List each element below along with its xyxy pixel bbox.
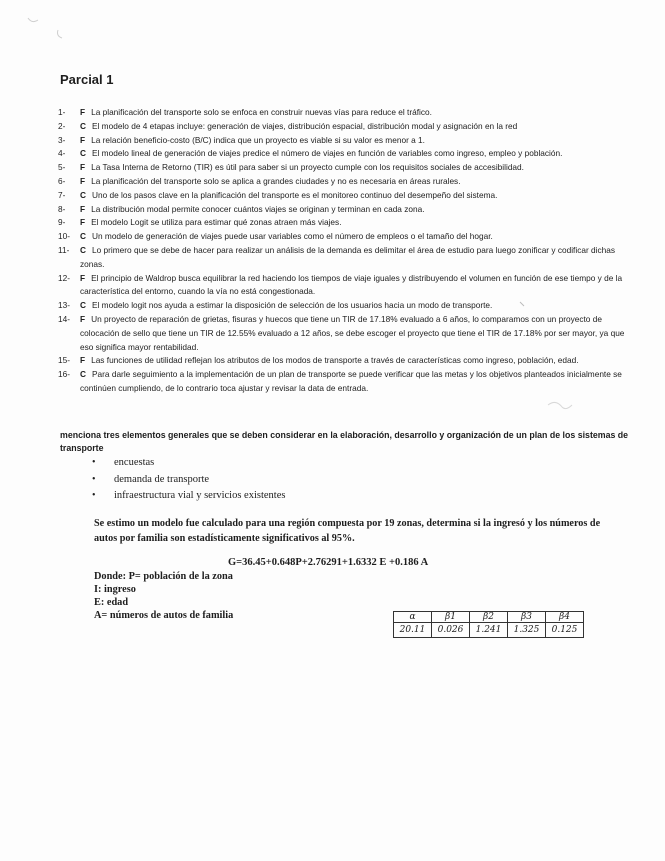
table-cell: 0.026 [432, 623, 470, 638]
item-text: Uno de los pasos clave en la planificación del transporte es el monitoreo continuo del desempeño del sistema. [92, 189, 498, 200]
item-answer: F [80, 355, 86, 366]
bullet-text: infraestructura vial y servicios existentes [114, 490, 286, 501]
item-answer: F [80, 134, 86, 145]
bullet-icon: • [92, 457, 96, 468]
item-number: 11- [58, 244, 70, 255]
table-header-cell: β4 [546, 612, 584, 623]
bullet-icon: • [92, 490, 96, 501]
table-cell: 1.325 [508, 623, 546, 638]
item-number: 6- [58, 175, 66, 186]
item-text: Un modelo de generación de viajes puede usar variables como el número de empleos o el tamaño del hogar. [92, 231, 493, 242]
table-cell: 1.241 [470, 623, 508, 638]
item-number: 7- [58, 189, 66, 200]
item-answer: F [80, 107, 86, 117]
table-header-cell: β1 [432, 612, 470, 623]
item-text: El modelo Logit se utiliza para estimar qué zonas atraen más viajes. [91, 217, 342, 228]
item-answer: C [80, 189, 86, 200]
regression-equation: G=36.45+0.648P+2.76291+1.6332 E +0.186 A [228, 557, 429, 568]
item-number: 9- [58, 217, 66, 228]
item-number: 14- [58, 313, 70, 324]
item-text: La Tasa Interna de Retorno (TIR) es útil para saber si un proyecto cumple con los requisitos sociales de accesibilidad. [91, 162, 524, 173]
item-answer: C [80, 231, 86, 242]
item-text: El modelo logit nos ayuda a estimar la disposición de selección de los usuarios hacia un modo de transporte. [92, 300, 493, 311]
item-number: 12- [58, 272, 70, 283]
table-cell: 0.125 [546, 623, 584, 638]
variable-line: A= números de autos de familia [94, 610, 234, 621]
item-number: 3- [58, 134, 66, 145]
item-text: El principio de Waldrop busca equilibrar la red haciendo los tiempos de viaje iguales y distribuyendo el volumen en función de ese tiempo y de la característica del entorno, cuando la vía no está congestionada. [80, 272, 623, 297]
item-number: 16- [58, 369, 70, 380]
table-cell: 20.11 [394, 623, 432, 638]
variable-line: I: ingreso [94, 584, 136, 595]
item-number: 4- [58, 148, 66, 159]
question-2: menciona tres elementos generales que se deben considerar en la elaboración, desarrollo y organización de un plan de los sistemas de transporte [60, 430, 629, 453]
question-3: Se estimo un modelo fue calculado para una región compuesta por 19 zonas, determina si la ingresó y los números de autos por familia son estadísticamente significativos al 95%. [94, 518, 601, 544]
item-number: 2- [58, 120, 66, 131]
item-text: La distribución modal permite conocer cuántos viajes se originan y terminan en cada zona. [91, 203, 425, 214]
item-text: La planificación del transporte solo se enfoca en construir nuevas vías para reduce el tráfico. [91, 107, 432, 117]
bullet-icon: • [92, 473, 96, 485]
item-number: 5- [58, 162, 66, 173]
item-number: 10- [58, 231, 70, 242]
item-text: Lo primero que se debe de hacer para realizar un análisis de la demanda es delimitar el área de estudio para luego zonificar y codificar dichas zonas. [80, 244, 616, 269]
page-title: Parcial 1 [60, 72, 114, 87]
table-header-cell: β2 [470, 612, 508, 623]
bullet-text: encuestas [114, 457, 155, 468]
table-header-cell: α [394, 612, 432, 623]
item-answer: F [80, 175, 86, 186]
item-text: El modelo lineal de generación de viajes predice el número de viajes en función de variables como ingreso, empleo y población. [92, 148, 563, 159]
table-header-cell: β3 [508, 612, 546, 623]
item-answer: C [80, 300, 86, 311]
item-answer: C [80, 244, 86, 255]
item-answer: F [80, 217, 86, 228]
item-text: Las funciones de utilidad reflejan los atributos de los modos de transporte a través de características como ingreso, población, edad. [91, 355, 579, 366]
variable-line: Donde: P= población de la zona [94, 571, 233, 582]
bullet-text: demanda de transporte [114, 473, 210, 485]
item-answer: F [80, 272, 86, 283]
item-answer: F [80, 203, 86, 214]
item-text: Para darle seguimiento a la implementación de un plan de transporte se puede verificar que las metas y los objetivos planteados inicialmente se continúen cumpliendo, de lo contrario toca ajustar y revisar la data de entrada. [80, 369, 622, 393]
item-text: La relación beneficio-costo (B/C) indica que un proyecto es viable si su valor es menor a 1. [91, 134, 425, 145]
item-answer: C [80, 369, 86, 380]
item-text: El modelo de 4 etapas incluye: generación de viajes, distribución espacial, distribución modal y asignación en la red [92, 120, 518, 131]
item-text: Un proyecto de reparación de grietas, fisuras y huecos que tiene un TIR de 17.18% evaluado a 6 años, lo comparamos con un proyecto de colocación de sello que tiene un TIR de 12.55% evaluado a 12 años, se debe escoger el proyecto que tiene el TIR de 17.18% por ser mayor, ya que eso significa mayor rentabilidad. [80, 313, 625, 352]
variable-line: E: edad [94, 597, 129, 608]
item-answer: F [80, 313, 86, 324]
item-number: 15- [58, 355, 70, 366]
item-text: La planificación del transporte solo se aplica a grandes ciudades y no es necesaria en áreas rurales. [91, 175, 461, 186]
item-answer: F [80, 162, 86, 173]
item-number: 1- [58, 107, 66, 117]
item-answer: C [80, 120, 86, 131]
item-number: 13- [58, 300, 70, 311]
item-answer: C [80, 148, 86, 159]
item-number: 8- [58, 203, 66, 214]
